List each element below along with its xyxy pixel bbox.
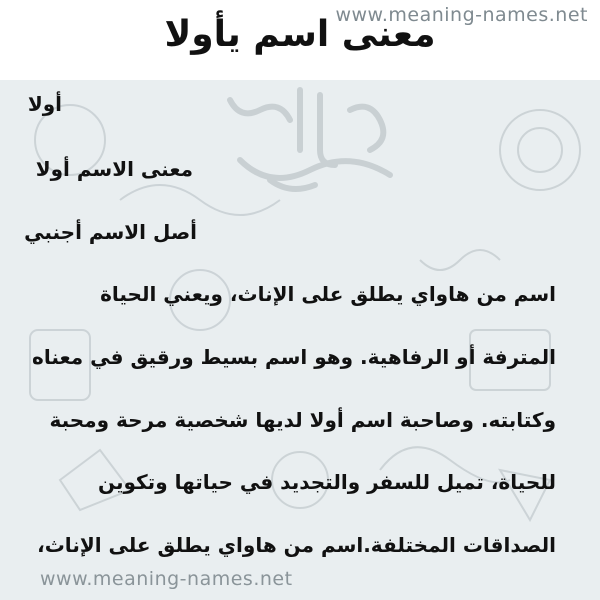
watermark-bottom: www.meaning-names.net	[40, 568, 293, 590]
watermark-top: www.meaning-names.net	[335, 4, 588, 26]
meaning-heading: معنى الاسم أولا	[35, 157, 193, 181]
meaning-line-4: للحياة، تميل للسفر والتجديد في حياتها وتكوين	[98, 470, 556, 494]
page-title: معنى اسم يأولا	[164, 14, 436, 55]
meaning-line-5: الصداقات المختلفة.اسم من هاواي يطلق على الإناث،	[37, 533, 556, 557]
meaning-line-1: اسم من هاواي يطلق على الإناث، ويعني الحياة	[100, 282, 556, 306]
name-label: أولا	[27, 92, 62, 116]
meaning-line-3: وكتابته. وصاحبة اسم أولا لديها شخصية مرحة ومحبة	[49, 408, 556, 432]
origin-label: أصل الاسم أجنبي	[24, 220, 197, 244]
meaning-line-2: المترفة أو الرفاهية. وهو اسم بسيط ورقيق في معناه	[32, 345, 556, 369]
